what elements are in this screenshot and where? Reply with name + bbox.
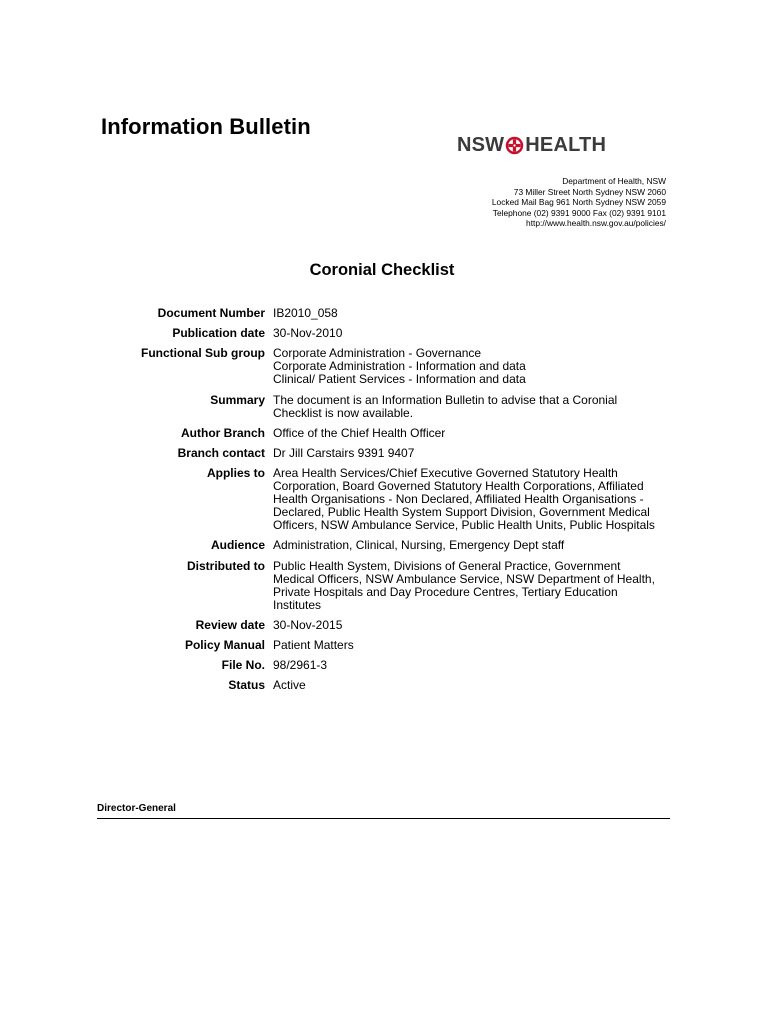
field-value [273,347,663,386]
field-label: Document Number [157,306,265,320]
field-publication-date [0,327,768,340]
field-value: Patient Matters [273,637,354,652]
logo-text-health: HEALTH [525,134,607,156]
sub-group-item: Corporate Administration - Information and data [273,359,526,374]
address-department: Department of Health, NSW [562,176,666,186]
document-details [0,307,768,699]
field-label: Audience [210,538,265,553]
logo-text-nsw: NSW [457,134,505,156]
field-branch-contact [0,447,768,460]
field-label: File No. [221,658,265,673]
director-general-label: Director-General [97,803,176,814]
field-label: Publication date [172,326,265,341]
field-summary [0,394,768,420]
field-value: Dr Jill Carstairs 9391 9407 [273,445,415,460]
field-label: Review date [195,617,265,632]
distributed-to-line: Medical Officers, NSW Ambulance Service, NSW Department of Health, [273,571,655,586]
address-street: 73 Miller Street North Sydney NSW 2060 [513,186,666,197]
field-label: Status [228,678,265,693]
field-audience [0,539,768,552]
field-value [273,394,663,420]
department-address [492,176,666,229]
summary-line: Checklist is now available. [273,405,414,420]
applies-to-line: Area Health Services/Chief Executive Governed Statutory Health [273,466,618,481]
address-phone-fax: Telephone (02) 9391 9000 Fax (02) 9391 9101 [492,207,666,218]
field-value: Administration, Clinical, Nursing, Emergency Dept staff [273,538,565,553]
field-value: IB2010_058 [273,306,338,320]
field-label: Functional Sub group [141,346,265,361]
nsw-health-crest-icon [505,136,524,155]
field-status [0,679,768,692]
bulletin-heading: Information Bulletin [101,114,311,139]
field-label: Summary [210,392,265,407]
field-label: Distributed to [187,558,265,573]
distributed-to-line: Private Hospitals and Day Procedure Centres, Tertiary Education [273,584,618,599]
sub-group-item: Corporate Administration - Governance [273,346,482,361]
field-distributed-to [0,560,768,612]
applies-to-line: Corporation, Board Governed Statutory Health Corporations, Affiliated [273,479,644,494]
field-value: 30-Nov-2015 [273,617,343,632]
field-author-branch [0,427,768,440]
address-mail-bag: Locked Mail Bag 961 North Sydney NSW 2059 [491,197,666,207]
field-label: Author Branch [181,425,265,440]
field-review-date [0,619,768,632]
applies-to-line: Officers, NSW Ambulance Service, Public Health Units, Public Hospitals [273,518,655,533]
applies-to-line: Health Organisations - Non Declared, Affiliated Health Organisations - [273,492,644,507]
field-label: Applies to [206,466,265,481]
field-value [273,560,663,612]
field-applies-to [0,467,768,532]
signature-divider [97,818,670,819]
field-file-no [0,659,768,672]
field-policy-manual [0,639,768,652]
field-value: Active [273,678,306,693]
field-value [273,467,663,532]
field-value: 98/2961-3 [273,658,328,673]
field-label: Policy Manual [184,637,265,652]
address-website-link[interactable]: http://www.health.nsw.gov.au/policies/ [526,218,666,228]
summary-line: The document is an Information Bulletin to advise that a Coronial [273,392,618,407]
field-value: Office of the Chief Health Officer [273,425,446,440]
document-title: Coronial Checklist [309,261,455,279]
distributed-to-line: Institutes [273,597,322,612]
field-value: 30-Nov-2010 [273,326,343,341]
applies-to-line: Declared, Public Health System Support Division, Government Medical [273,505,650,520]
field-document-number [0,307,768,320]
distributed-to-line: Public Health System, Divisions of General Practice, Government [273,558,621,573]
sub-group-item: Clinical/ Patient Services - Information and data [273,372,526,387]
field-functional-sub-group [0,347,768,386]
nsw-health-logo [457,134,606,157]
field-label: Branch contact [177,445,265,460]
